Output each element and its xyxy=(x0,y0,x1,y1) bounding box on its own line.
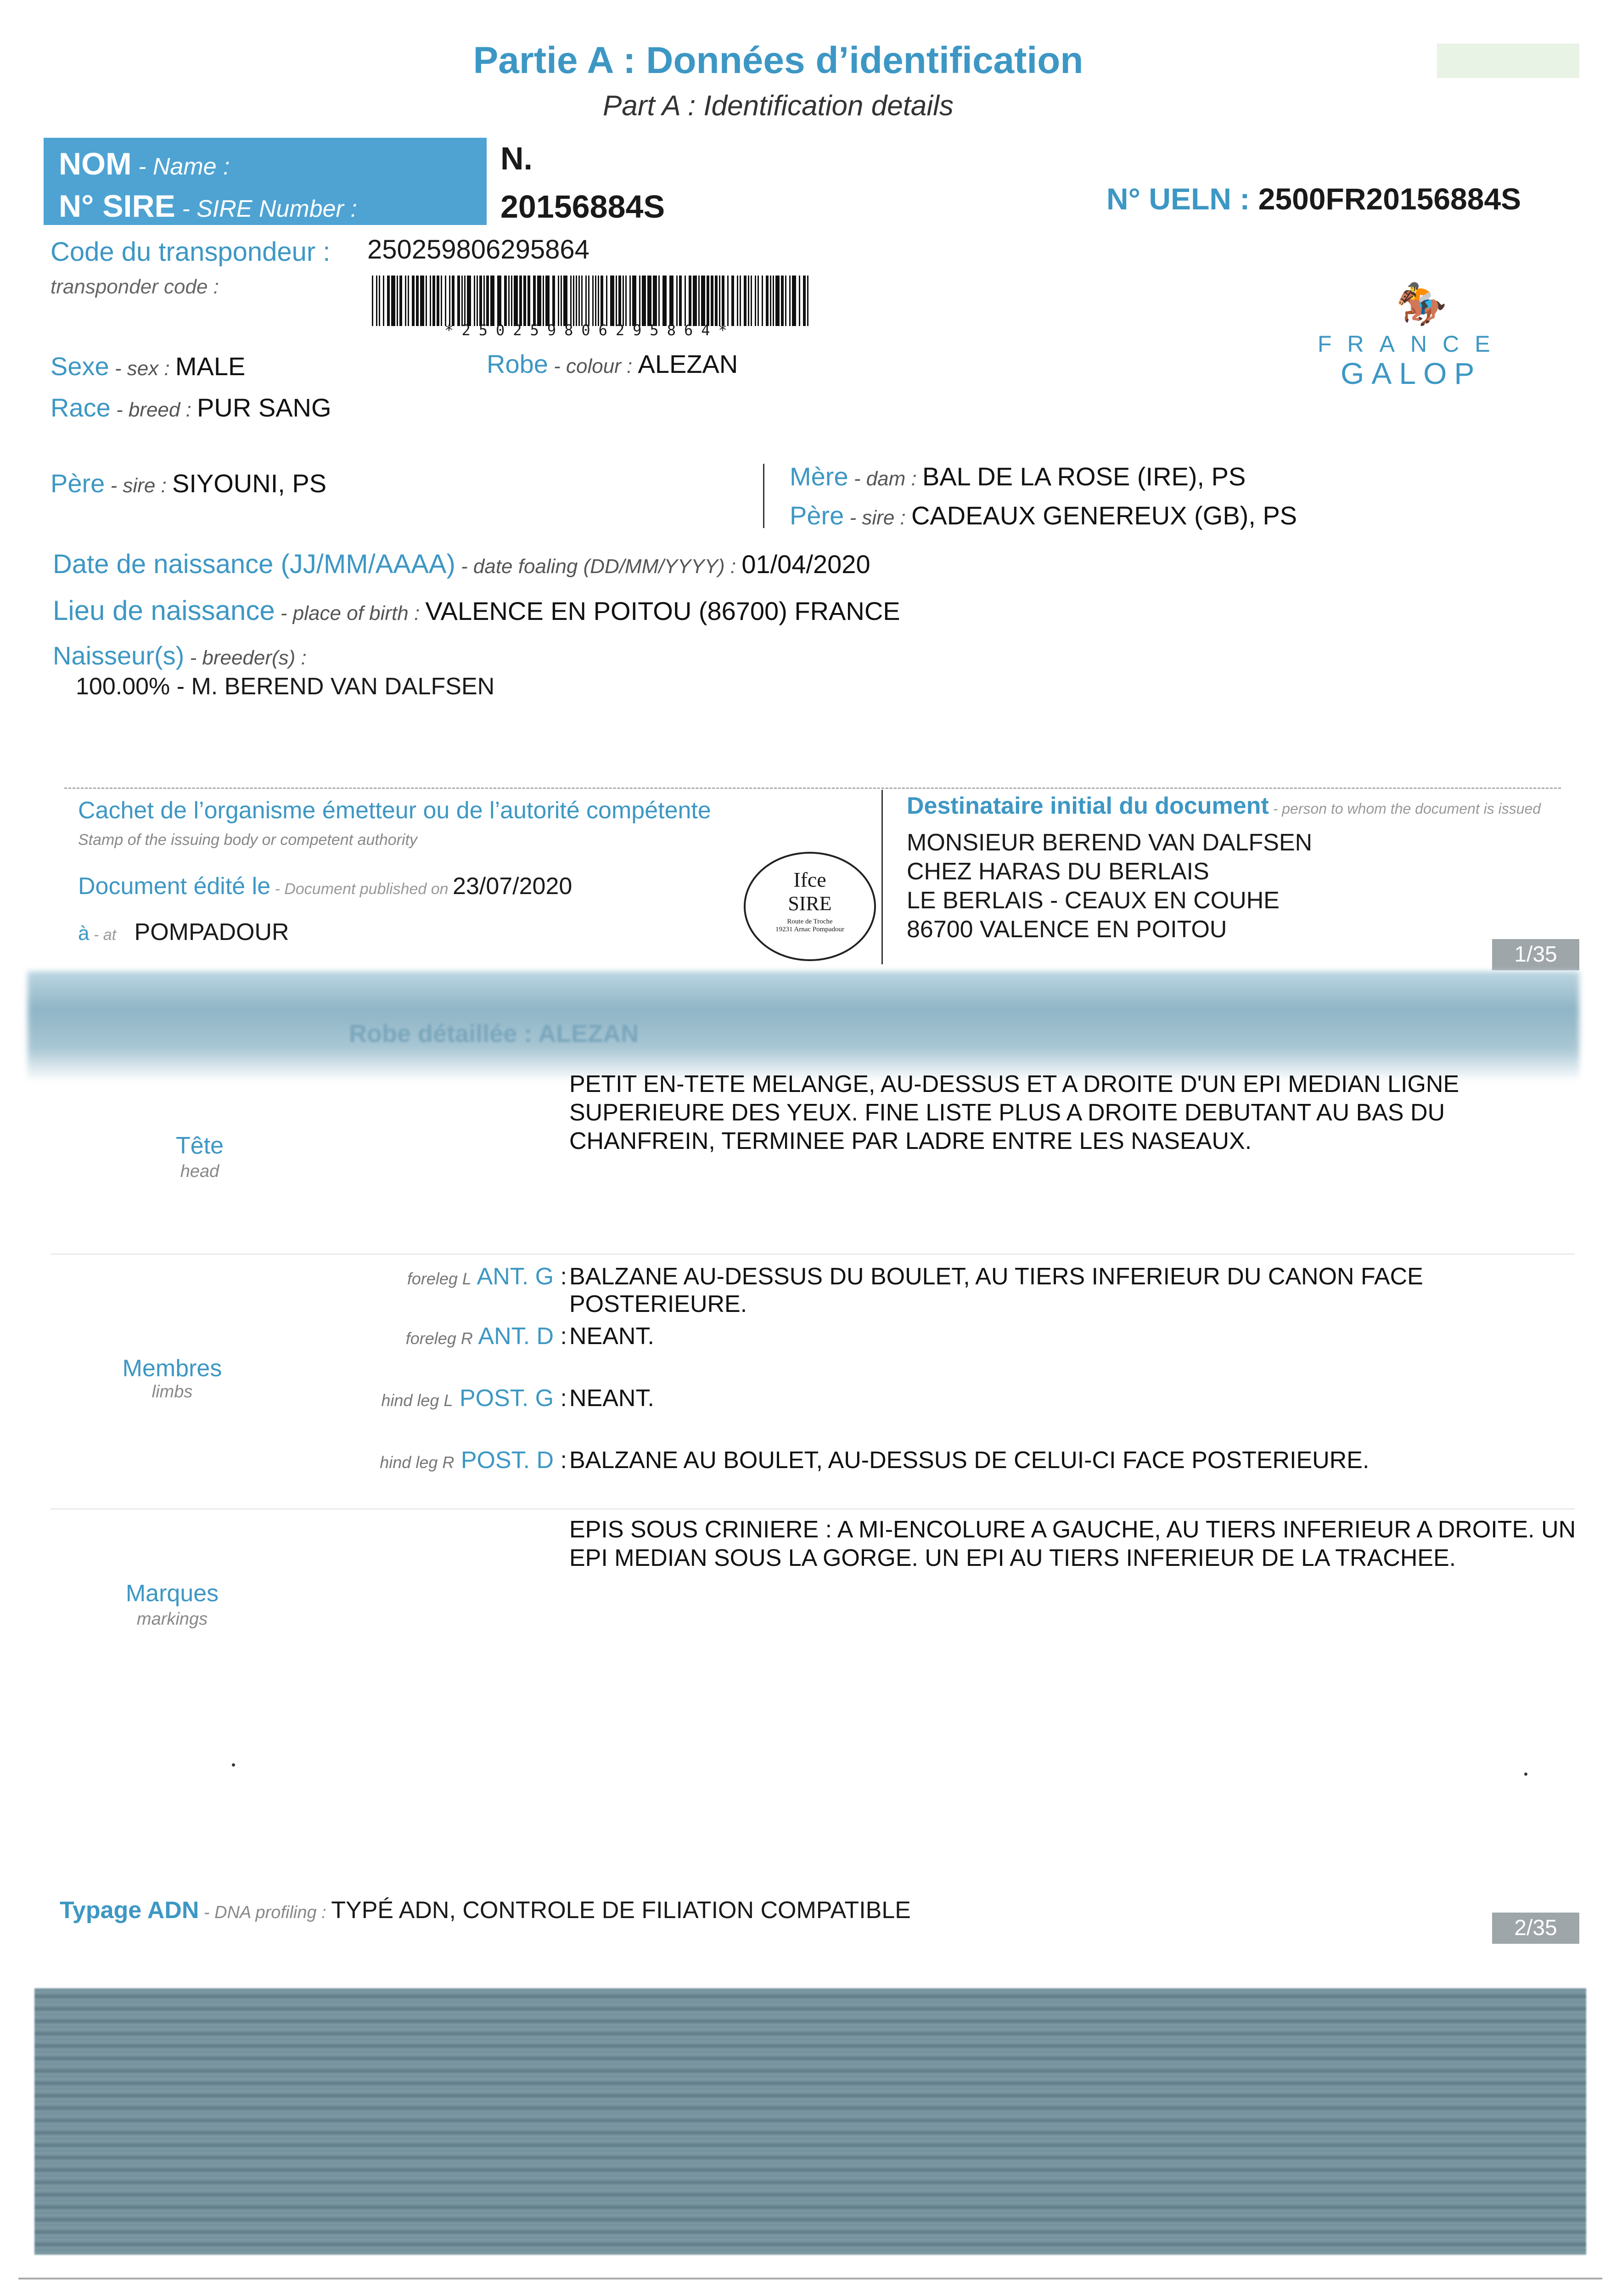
barcode-bar xyxy=(486,276,489,326)
barcode-bar xyxy=(792,276,796,326)
section-divider xyxy=(64,788,1561,789)
barcode-bar xyxy=(601,276,603,326)
scan-artifact-band xyxy=(34,1988,1586,2255)
dna-typing-field: Typage ADN - DNA profiling : TYPÉ ADN, CONTROLE DE FILIATION COMPATIBLE xyxy=(60,1897,911,1924)
barcode-bar xyxy=(807,276,808,326)
barcode-bar xyxy=(416,276,419,326)
barcode-bar xyxy=(618,276,621,326)
limb-text-ant-d: NEANT. xyxy=(569,1323,654,1350)
barcode-bar xyxy=(766,276,769,326)
section-tab xyxy=(1437,44,1579,78)
barcode-bar xyxy=(662,276,667,326)
barcode-bar xyxy=(405,276,406,326)
barcode-bar xyxy=(679,276,682,326)
barcode-bar xyxy=(461,276,463,326)
barcode-bar xyxy=(383,276,384,326)
barcode-bar xyxy=(464,276,466,326)
barcode-bar xyxy=(698,276,700,326)
barcode-bar xyxy=(653,276,657,326)
dam-sire-field: Père - sire : CADEAUX GENEREUX (GB), PS xyxy=(790,501,1297,530)
barcode-bar xyxy=(775,276,780,326)
barcode-bar xyxy=(537,276,541,326)
breed-field: Race - breed : PUR SANG xyxy=(51,393,331,422)
markings-label: Marques xyxy=(125,1580,219,1607)
barcode-bar xyxy=(744,276,746,326)
head-label-en: head xyxy=(180,1162,219,1181)
barcode-bar xyxy=(623,276,624,326)
blurred-band xyxy=(28,971,1579,1081)
page-title: Partie A : Données d’identification xyxy=(473,39,1083,81)
barcode-bar xyxy=(490,276,494,326)
head-description: PETIT EN-TETE MELANGE, AU-DESSUS ET A DROITE D'UN EPI MEDIAN LIGNE SUPERIEURE DES YEUX. FINE LISTE PLUS A DROITE DEBUTANT AU BAS DU CHANFREIN, TERMINEE PAR LADRE ENTRE LES NASEAUX. xyxy=(569,1071,1459,1154)
barcode-bar xyxy=(545,276,550,326)
barcode-bar xyxy=(412,276,415,326)
scan-speck xyxy=(232,1763,235,1767)
sex-field: Sexe - sex : MALE xyxy=(51,352,246,381)
barcode-bar xyxy=(647,276,651,326)
barcode-bar xyxy=(639,276,640,326)
barcode-bar xyxy=(581,276,583,326)
barcode-bar xyxy=(543,276,544,326)
name-label: NOM - Name : xyxy=(59,146,230,181)
limb-label-post-g: hind leg L POST. G : xyxy=(381,1385,567,1412)
barcode-bar xyxy=(570,276,572,326)
barcode-bar xyxy=(758,276,759,326)
sire-label: N° SIRE - SIRE Number : xyxy=(59,189,357,224)
barcode-bar xyxy=(379,276,380,326)
barcode-bar xyxy=(701,276,705,326)
section-divider xyxy=(51,1254,1575,1255)
barcode-bar xyxy=(740,276,741,326)
limb-text-post-d: BALZANE AU BOULET, AU-DESSUS DE CELUI-CI FACE POSTERIEURE. xyxy=(569,1447,1369,1474)
scan-speck xyxy=(1524,1773,1527,1776)
sire-field: Père - sire : SIYOUNI, PS xyxy=(51,469,327,498)
barcode-bar xyxy=(770,276,771,326)
dam-field: Mère - dam : BAL DE LA ROSE (IRE), PS xyxy=(790,462,1246,491)
barcode-bar xyxy=(689,276,691,326)
birth-place-field: Lieu de naissance - place of birth : VALENCE EN POITOU (86700) FRANCE xyxy=(53,595,900,626)
recipient-line-2: CHEZ HARAS DU BERLAIS xyxy=(907,858,1209,885)
barcode-bar xyxy=(669,276,673,326)
page-subtitle: Part A : Identification details xyxy=(603,90,954,122)
limb-text-post-g: NEANT. xyxy=(569,1385,654,1412)
barcode-bar xyxy=(595,276,596,326)
barcode-bar xyxy=(558,276,559,326)
barcode-bar xyxy=(731,276,734,326)
barcode-bar xyxy=(497,276,501,326)
barcode-bar xyxy=(727,276,729,326)
barcode-bar xyxy=(715,276,718,326)
barcode-bar xyxy=(514,276,518,326)
barcode-bar xyxy=(528,276,530,326)
barcode-bar xyxy=(430,276,431,326)
barcode-bar xyxy=(598,276,599,326)
barcode-bar xyxy=(592,276,594,326)
limb-label-ant-g: foreleg L ANT. G : xyxy=(407,1263,567,1290)
barcode-bar xyxy=(751,276,752,326)
published-date-field: Document édité le - Document published on 23/07/2020 xyxy=(78,873,572,900)
barcode-bar xyxy=(445,276,446,326)
recipient-line-1: MONSIEUR BEREND VAN DALFSEN xyxy=(907,829,1313,856)
barcode-bar xyxy=(399,276,402,326)
barcode-bar xyxy=(588,276,589,326)
barcode-bar xyxy=(504,276,507,326)
barcode-bar xyxy=(606,276,607,326)
transponder-label-en: transponder code : xyxy=(51,276,219,298)
limb-label-ant-d: foreleg R ANT. D : xyxy=(405,1323,567,1350)
barcode-bar xyxy=(722,276,724,326)
barcode-bar xyxy=(420,276,424,326)
barcode-bar xyxy=(785,276,786,326)
breeder-value: 100.00% - M. BEREND VAN DALFSEN xyxy=(76,673,495,700)
barcode-bar xyxy=(658,276,660,326)
barcode-bar xyxy=(391,276,395,326)
page-number-1: 1/35 xyxy=(1492,939,1579,970)
barcode-bar xyxy=(457,276,460,326)
barcode-bar xyxy=(508,276,510,326)
barcode-bar xyxy=(387,276,390,326)
barcode-bar xyxy=(625,276,627,326)
barcode-bar xyxy=(477,276,478,326)
logo-france: FRANCE xyxy=(1318,331,1506,357)
barcode-bar xyxy=(376,276,377,326)
barcode-bar xyxy=(642,276,646,326)
transponder-value: 250259806295864 xyxy=(367,235,589,264)
barcode-bar xyxy=(511,276,512,326)
barcode-bar xyxy=(737,276,738,326)
limb-label-post-d: hind leg R POST. D : xyxy=(380,1447,567,1474)
section-divider xyxy=(51,1508,1575,1509)
barcode-bar xyxy=(610,276,614,326)
barcode-bar xyxy=(426,276,427,326)
barcode-bar xyxy=(755,276,756,326)
column-divider xyxy=(881,790,883,964)
detailed-colour-field: Robe détaillée : ALEZAN xyxy=(349,1020,639,1047)
barcode-bar xyxy=(585,276,587,326)
barcode-bar xyxy=(789,276,791,326)
limbs-label: Membres xyxy=(122,1355,222,1382)
barcode-bar xyxy=(533,276,536,326)
barcode-bar xyxy=(629,276,631,326)
breeder-label: Naisseur(s) - breeder(s) : xyxy=(53,641,307,670)
head-label: Tête xyxy=(175,1132,224,1159)
limbs-label-en: limbs xyxy=(152,1382,193,1401)
barcode-bar xyxy=(483,276,485,326)
markings-description: EPIS SOUS CRINIERE : A MI-ENCOLURE A GAUCHE, AU TIERS INFERIEUR A DROITE. UN EPI MEDIAN SOUS LA GORGE. UN EPI AU TIERS INFERIEUR DE LA TRACHEE. xyxy=(569,1516,1576,1571)
barcode-bar xyxy=(397,276,398,326)
barcode-bar xyxy=(563,276,567,326)
stamp-label: Cachet de l’organisme émetteur ou de l’autorité compétente xyxy=(78,797,711,824)
barcode-bar xyxy=(576,276,577,326)
barcode-bar xyxy=(578,276,580,326)
barcode-bar xyxy=(561,276,562,326)
recipient-label: Destinataire initial du document - person to whom the document is issued xyxy=(907,793,1541,819)
barcode-bar xyxy=(467,276,471,326)
barcode-bar xyxy=(685,276,686,326)
barcode-bar xyxy=(437,276,439,326)
recipient-line-4: 86700 VALENCE EN POITOU xyxy=(907,916,1227,943)
barcode-bar xyxy=(693,276,697,326)
barcode-bar xyxy=(552,276,555,326)
barcode-digits: *250259806295864* xyxy=(444,321,735,339)
ifce-sire-stamp: Ifce SIRE Route de Troche 19231 Arnac Pompadour xyxy=(744,852,876,961)
barcode-bar xyxy=(719,276,720,326)
barcode-bar xyxy=(408,276,409,326)
page-number-2: 2/35 xyxy=(1492,1913,1579,1944)
barcode-bar xyxy=(441,276,442,326)
barcode-bar xyxy=(762,276,763,326)
stamp-label-en: Stamp of the issuing body or competent authority xyxy=(78,831,417,849)
birth-date-field: Date de naissance (JJ/MM/AAAA) - date foaling (DD/MM/YYYY) : 01/04/2020 xyxy=(53,549,870,579)
barcode-bar xyxy=(452,276,455,326)
barcode-bar xyxy=(479,276,482,326)
logo-galop: GALOP xyxy=(1341,356,1482,390)
barcode-bar xyxy=(372,276,373,326)
barcode-bar xyxy=(519,276,522,326)
sire-value: 20156884S xyxy=(500,189,665,225)
barcode-bar xyxy=(573,276,574,326)
barcode xyxy=(372,276,810,326)
barcode-bar xyxy=(523,276,526,326)
barcode-bar xyxy=(803,276,806,326)
barcode-bar xyxy=(632,276,636,326)
recipient-line-3: LE BERLAIS - CEAUX EN COUHE xyxy=(907,887,1280,914)
barcode-bar xyxy=(707,276,709,326)
name-value: N. xyxy=(500,141,533,176)
colour-field: Robe - colour : ALEZAN xyxy=(487,349,738,378)
barcode-bar xyxy=(449,276,450,326)
limb-text-ant-g: BALZANE AU-DESSUS DU BOULET, AU TIERS INFERIEUR DU CANON FACE POSTERIEURE. xyxy=(569,1263,1423,1317)
horse-jockey-icon: 🏇 xyxy=(1396,281,1448,327)
barcode-bar xyxy=(773,276,774,326)
ueln: N° UELN : 2500FR20156884S xyxy=(1106,182,1521,216)
barcode-bar xyxy=(711,276,713,326)
barcode-bar xyxy=(676,276,678,326)
barcode-bar xyxy=(748,276,749,326)
markings-label-en: markings xyxy=(136,1609,208,1629)
scan-edge xyxy=(18,2278,1602,2279)
barcode-bar xyxy=(799,276,800,326)
transponder-label: Code du transpondeur : xyxy=(51,237,331,267)
barcode-bar xyxy=(616,276,617,326)
barcode-bar xyxy=(474,276,475,326)
barcode-bar xyxy=(781,276,784,326)
barcode-bar xyxy=(432,276,435,326)
published-place-field: à - at POMPADOUR xyxy=(78,919,289,945)
pedigree-divider xyxy=(763,464,764,528)
